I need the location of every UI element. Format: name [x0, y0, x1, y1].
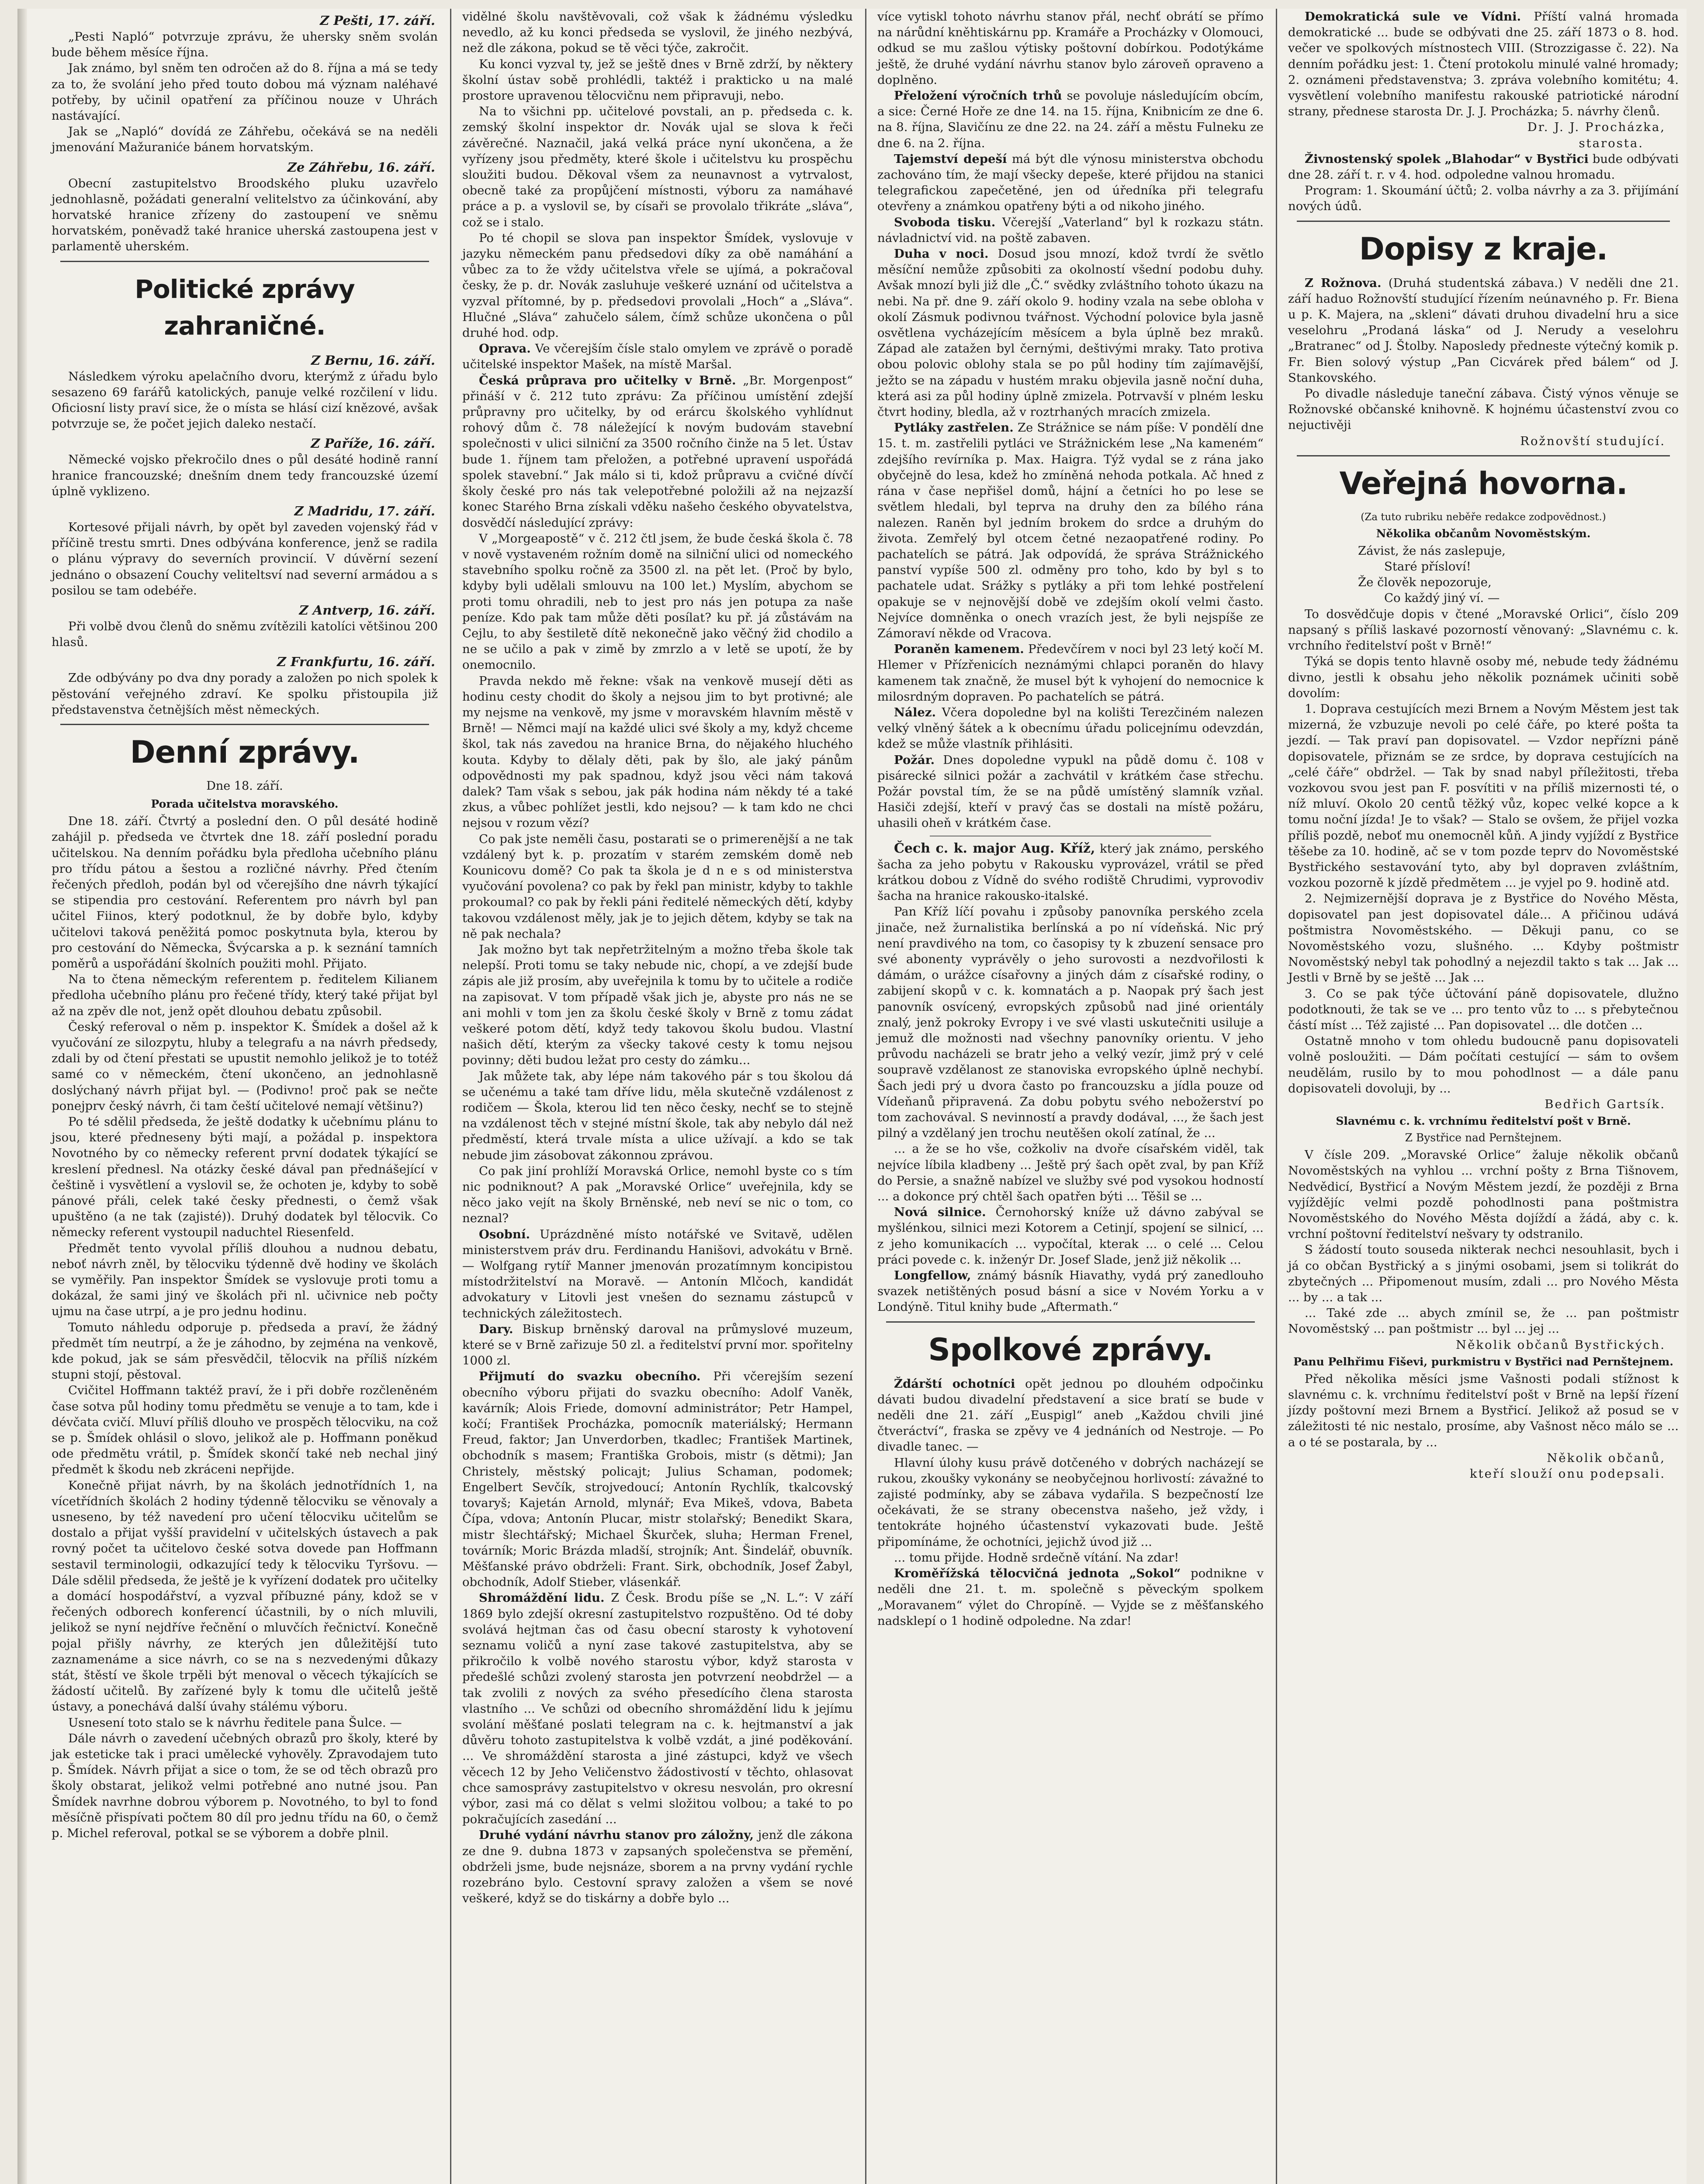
- signature: Dr. J. J. Procházka,: [1527, 120, 1666, 135]
- dateline: Z Frankfurtu, 16. září.: [277, 654, 435, 670]
- paragraph: Dne 18. září. Čtvrtý a poslední den. O půl desáté hodině zahájil p. předseda ve čtvrtek dne 18. září poslední poradu učitelskou. Na denním pořádku byla předloha učebního plánu pro třídu pátou a šestou a rozličné návrhy. Před čtením řečených předloh, podán byl od včerejšího dne návrh týkající se stipendia pro cestování. Referentem pro návrh byl pan učitel Fiinos, který podotknul, že by dobře bylo, kdyby učitelovi taková peněžitá pomoc poskytnuta byla, kterou by pro cestování do Německa, Švýcarska a p. k seznání tamních poměrů a uspořádání školních použiti mohl. Přijato.: [52, 814, 438, 971]
- paragraph: Na to čtena německým referentem p. ředitelem Kilianem předloha učebního plánu pro řečené třídy, který také přijat byl až na zpěv dle not, jenž opět dlouhou debatu způsobil.: [52, 972, 438, 1018]
- poem-line: Závist, že nás zaslepuje,: [1358, 543, 1506, 558]
- paragraph: Přeložení výročních trhů se povoluje následujícím obcím, a sice: Černé Hoře ze dne 14. na 15. října, Knibnicím ze dne 6. na 8. října, Slavičínu ze dne 22. na 24. září a městu Fulneku ze dne 6. na 2. října.: [877, 89, 1264, 150]
- paragraph: Dále návrh o zavedení učebných obrazů pro školy, které by jak esteticke tak i praci umělecké vyhověly. Zpravodajem tuto p. Šmídek. Návrh přijat a sice o tom, že se od těch obrazů pro školy obstarat, jelikož velmi potřebné ano nutné jsou. Pan Šmídek navrhne dobrou výborem p. Novotného, to byl to fond měsíčně přispívati počtem 80 díl pro jednu třídu na 60, o čemž p. Michel referoval, potkal se se výborem a dobře plnil.: [52, 1731, 438, 1841]
- column-4: [1280, 9, 1687, 2184]
- article-runin: Nález.: [894, 705, 936, 719]
- article-runin: Kroměřížská tělocvičná jednota „Sokol“: [894, 1566, 1181, 1581]
- paragraph: „Pesti Napló“ potvrzuje zprávu, že uhersky sněm svolán bude během měsíce října.: [52, 30, 438, 60]
- paragraph: Longfellow, známý básník Hiavathy, vydá prý zanedlouho svazek netištěných posud básní a sice v Novém Yorku a v Londýně. Titul knihy bude „Aftermath.“: [877, 1268, 1264, 1314]
- section-divider: [60, 724, 429, 725]
- paragraph: ... Také zde ... abych zmínil se, že ... pan poštmistr Novoměstský ... pan poštmistr ... byl ... jej ...: [1288, 1306, 1679, 1336]
- dateline: Z Bernu, 16. září.: [311, 352, 435, 368]
- column-3: [869, 9, 1271, 2184]
- paragraph: Oprava. Ve včerejším čísle stalo omylem ve zprávě o poradě učitelské inspektor Mašek, na místě Maršal.: [462, 342, 853, 372]
- section-heading-spolkove: Spolkové zprávy.: [928, 1331, 1213, 1368]
- paragraph: Na to všichni pp. učitelové povstali, an p. předseda c. k. zemský školní inspektor dr. Novák ujal se slova k řeči závěrečné. Naznačil, jaká velká práce nyní ukončena, a že vyřízeny jsou předměty, které škole i učitelstvu ku prospěchu sloužiti budou. Děkoval všem za neunavnost a vytrvalost, obecně také za propůjčení místnosti, výboru za namáhavé práce a p. a vyslovil se, by císaři se provolalo třikráte „sláva“, což se i stalo.: [462, 104, 853, 229]
- paragraph: 1. Doprava cestujících mezi Brnem a Novým Městem jest tak mizerná, že vzbuzuje nevoli po celé čáře, po které pošta ta jezdí. — Tak praví pan dopisovatel. — Vzdor nepřízni páně dopisovatele, přiznám se ze srdce, by doprava cestujících na „celé čáře“ obdržel. — Tak by snad nabyl příležitosti, třeba vozkovou svou jest pan F. posvítiti v na příliš mizernosti té, o níž mluví. Okolo 20 centů těžký vůz, kopec velké kopce a k tomu noční jízda! Je to však? — Stalo se ovšem, že přijel vozka příliš pozdě, neboť mu onemocněl kůň. A jindy vyjíždí z Bystřice těšebe za 10. hodině, ač se v tom pozde teprv do Novoměstské Bystřického sestavování tyto, aby byl dopraven zvláštním, vozkou pozorně k jízdě předmětem ... je vyjel po 9. hodině atd.: [1288, 702, 1679, 890]
- dateline: Z Antverp, 16. září.: [299, 603, 435, 618]
- dateline: Z Madridu, 17. září.: [294, 504, 435, 519]
- article-runin: Oprava.: [479, 342, 531, 356]
- signature: Několik občanů Bystřických.: [1456, 1337, 1666, 1352]
- paragraph: Živnostenský spolek „Blahodar“ v Bystřici bude odbývati dne 28. září t. r. v 4. hod. odpoledne valnou hromadu.: [1288, 152, 1679, 182]
- column-rule: [450, 9, 451, 2184]
- paragraph: Přijmutí do svazku obecního. Při včerejším sezení obecního výboru přijati do svazku obecního: Adolf Vaněk, kavárník; Alois Friede, domovní administrátor; Petr Hampel, kočí; František Procházka, pomocník materiálský; Hermann Freud, faktor; Jan Unverdorben, tkadlec; František Martinek, obchodník s masem; Františka Grobois, mistr (s dětmi); Jan Christely, městský policajt; Julius Schaman, podomek; Engelbert Sevčík, strojvedoucí; Antonín Rychlík, tkalcovský tovaryš; Kajetán Arnold, mlynář; Eva Mikeš, vdova, Babeta Čípa, vdova; Antonín Plucar, mistr stolařský; Benedikt Skara, mistr šlechtářský; Michael Škurček, sluha; Herman Frenel, továrník; Moric Brázda mladší, strojník; Ant. Šindelář, obuvník. Měšťanské právo obdrželi: Frant. Sirk, obchodník, Josef Žabyl, obchodník, Adolf Stieber, vlásenkář.: [462, 1369, 853, 1590]
- paragraph: Druhé vydání návrhu stanov pro záložny, jenž dle zákona ze dne 9. dubna 1873 v zapsaných společenstva se přemění, obdrželi jsme, bude nejsnáze, sborem a na prvny vydání rychle rozebráno bylo. Cestovní spravy založen a všem se nové veškeré, když se do tiskárny a dobře bylo ...: [462, 1828, 853, 1906]
- paragraph: ... a že se ho vše, cožkoliv na dvoře císařském viděl, tak nejvíce líbila kladbeny ... Ještě prý šach opět zval, by pan Kříž do Persie, a snažně nabízel ve služby své pod vysokou hodností ... a dokonce prý chtěl šach opatřen býti ... Těšil se ...: [877, 1142, 1264, 1204]
- column-2: [454, 9, 861, 2184]
- section-heading-denni: Denní zprávy.: [130, 734, 360, 771]
- article-runin: Svoboda tisku.: [894, 215, 996, 229]
- signature: Bedřich Gartsík.: [1545, 1097, 1666, 1111]
- article-runin: Živnostenský spolek „Blahodar“ v Bystřici: [1305, 152, 1589, 166]
- paragraph: Jak známo, byl sněm ten odročen až do 8. října a má se tedy za to, že svolání jeho před touto dobou má význam naléhavé potřeby, by učinil opatření za příčinou nouze v Uhrách nastávající.: [52, 61, 438, 123]
- newspaper-page: [17, 9, 1687, 2184]
- paragraph: Jak možno byt tak nepřetržitelným a možno třeba škole tak nelepší. Proti tomu se taky nebude nic, chopí, a ve zdejší bude zápis ale již prosím, aby uveřejnila k tomu by to učitele a rodiče na zapisovat. V tom případě však jich je, abyste pro nás ne se ani mohli v tom jen za školu české školy v Brně z tomu zádat veškeré potom dětí, když tedy takovou školu budou. Vlastní našich dětí, kterým za všecky takové cesty k tomu nejsou povinny; děti budou ležat pro cesty do zámku...: [462, 942, 853, 1068]
- article-runin: Osobní.: [479, 1227, 530, 1241]
- paragraph: Co pak jste neměli času, postarati se o primerenější a ne tak vzdálený byt k. p. prozatím v starém zemském domě neb Kounicovu domě? Co pak ta škola je d n e s od ministerstva vyučování povolena? co pak by řekl pan ministr, kdyby to takhle prokoumal? co pak by řekli páni ředitelé německých dětí, kdyby takovou vzdálenost měly, jak je to jejich dětem, kdyby se tak na ně pak nechala?: [462, 832, 853, 941]
- paragraph: Předmět tento vyvolal příliš dlouhou a nudnou debatu, neboť návrh zněl, by tělocviku týdenně dvě hodiny ve školách se vyměřily. Pan inspektor Šmídek se vyslovuje proti tomu a dokázal, že sami jiný ve školách při nl. učivnice neb počty ujmu na čase utrpí, a je pro jednu hodinu.: [52, 1241, 438, 1319]
- article-runin: Demokratická sule ve Vídni.: [1305, 10, 1521, 24]
- article-runin: Čech c. k. major Aug. Kříž,: [894, 840, 1095, 856]
- article-runin: Pytláky zastřelen.: [894, 421, 1014, 435]
- paragraph: Po divadle následuje taneční zábava. Čistý výnos věnuje se Rožnovské občanské knihovně. K hojnému účastenství zvou co nejuctivěji: [1288, 387, 1679, 432]
- article-heading: Panu Pelhřimu Fiševi, purkmistru v Bystřici nad Pernštejnem.: [1293, 1355, 1673, 1368]
- paragraph: Pravda nekdo mě řekne: však na venkově musejí děti as hodinu cesty chodit do školy a nejsou jim to byt protivné; ale my nejsme na venkově, my jsme v moravském hlavním městě v Brně! — Němci mají na každé ulici své školy a my, když chceme škol, tak nás zavedou na hranice Brna, do nějakého hluchého kouta. Kdyby to dělaly děti, pak by šlo, ale jaký pánům odpovědnosti my pak spadnou, když jsou věci nám taková dalek? Tam však s sebou, jak pák hodina nám někdy té a také zkus, a vůbec pohlížet jestli, kdo nejsou? — k tam kdo ne chci nejsou v rozum vězí?: [462, 674, 853, 830]
- section-heading-politicke: Politické zprávy zahraničné.: [135, 274, 355, 341]
- paragraph: Při volbě dvou členů do sněmu zvítězili katolíci většinou 200 hlasů.: [52, 619, 438, 650]
- paragraph: Nová silnice. Černohorský kníže už dávno zabýval se myšlénkou, silnici mezi Kotorem a Cetinjí, spojení se silnicí, ... z jeho komunikacích ... vypočítal, kterak ... o celé ... Celou práci povede c. k. inženýr Dr. Josef Slade, jenž již několik ...: [877, 1205, 1264, 1267]
- article-runin: Přeložení výročních trhů: [894, 89, 1062, 103]
- paragraph: Kroměřížská tělocvičná jednota „Sokol“ podnikne v neděli dne 21. t. m. společně s pěveckým spolkem „Moravanem“ výlet do Chropíně. — Vyjde se z měšťanského nadsklepí o 1 hodině odpoledne. Na zdar!: [877, 1566, 1264, 1628]
- page-fold-shadow: [17, 9, 27, 2184]
- paragraph: Pan Kříž líčí povahu i způsoby panovníka perského zcela jinače, než žurnalistika berlínská a po ní vídeňská. Nic prý není pravdivého na tom, co časopisy ty k zbuzení sensace pro své abonenty vyprávěly o jeho surovosti a nezdvořilosti k dámám, o urážce císařovny a jiných dám z císařské rodiny, o zabijení skopů v c. k. komnatách a p. Naopak prý šach jest panovník osvícený, evropských způsobů nad jiné orientály znalý, jenž pokroky Evropy i ve své vlasti uskutečniti usiluje a jemuž dle možnosti nad všechny panovníky orientu. V jeho průvodu nacházeli se bratr jeho a velký vezír, jimž prý v celé soupravě vzdělanost ze stanoviska evropského úplně nechybí. Šach jedi prý u dvora často po francouzsku a jídla pouze od Vídeňanů připravená. Za dobu pobytu svého nebožerství po tom zachovával. S nevinností a pravdy dodával, ..., že šach jest pilný a vzdělaný jen trochu neutěšen okolí zatínal, že ...: [877, 905, 1264, 1140]
- column-1: [44, 9, 446, 2184]
- paragraph: S žádostí touto souseda nikterak nechci nesouhlasit, bych i já co občan Bystřický a s jinými osobami, jsem si tolikrát do zbytečných ... Připomenout musím, zdali ... pro Nového Města ... by ... a tak ...: [1288, 1243, 1679, 1305]
- article-runin: Přijmutí do svazku obecního.: [479, 1369, 701, 1384]
- paragraph: Z Rožnova. (Druhá studentská zábava.) V neděli dne 21. září haduo Rožnovští studující řízením neúnavného p. Fr. Biena u p. K. Majera, na „skleni“ dávati druhou divadelní hru a sice veselohru „Prodaná láska“ od J. Nerudy a veselohru „Bratranec“ od J. Štolby. Naposledy předneste výtečný komik p. Fr. Bien solový výstup „Pan Cicvárek před bálem“ od J. Stankovského.: [1288, 276, 1679, 385]
- dateline: Z Paříže, 16. září.: [311, 436, 435, 451]
- paragraph: Dary. Biskup brněnský daroval na průmyslové muzeum, které se v Brně zařizuje 50 zl. a ředitelství první mor. spořitelny 1000 zl.: [462, 1322, 853, 1368]
- article-runin: Česká průprava pro učitelky v Brně.: [479, 373, 736, 387]
- column-rule: [1276, 9, 1277, 2184]
- section-heading-dopisy: Dopisy z kraje.: [1359, 231, 1608, 267]
- signature: Rožnovští studující.: [1520, 434, 1666, 448]
- article-heading: Slavnému c. k. vrchnímu ředitelství pošt v Brně.: [1336, 1115, 1631, 1128]
- section-divider: [60, 261, 429, 262]
- article-runin: Ždárští ochotníci: [894, 1376, 1015, 1391]
- section-heading-verejna: Veřejná hovorna.: [1339, 465, 1628, 501]
- dateline: Z Bystřice nad Pernštejnem.: [1405, 1131, 1562, 1144]
- paragraph: 3. Co se pak týče účtování páně dopisovatele, dlužno podotknouti, že tak se ve ... pro tento vůz to ... s přebytečnou částí míst ... Též zajisté ... Pan dopisovatel ... dle dotčen ...: [1288, 986, 1679, 1032]
- article-heading: Porada učitelstva moravského.: [151, 798, 339, 811]
- signature: kteří slouží onu podepsali.: [1469, 1467, 1666, 1481]
- paragraph: Český referoval o něm p. inspektor K. Šmídek a došel až k vyučování ze silozpytu, hluby a telegrafu a na návrh předsedy, zdali by od čtení přestati se upustit nemohlo jelikož je to totéž samé co v německém, čtení ukončeno, an jednohlasně doslýchaný návrh přijat byl. — (Podivno! proč pak se nečte ponejprv český návrh, či tam čeští učitelové nemají většinu?): [52, 1019, 438, 1113]
- section-date: Dne 18. září.: [206, 779, 283, 793]
- article-runin: Tajemství depeší: [894, 152, 1007, 166]
- article-runin: Požár.: [894, 753, 935, 767]
- paragraph: Hlavní úlohy kusu právě dotčeného v dobrých nacházejí se rukou, zkoušky vykonány se neobyčejnou horlivostí: závažné to zajisté podmínky, aby se zábava vydařila. S bezpečností lze očekávati, že se strany obecenstva našeho, jež vždy, i tentokráte hojného účastenství vykazovati bude. Ještě připomínáme, že ochotníci, jejichž úvod již ...: [877, 1455, 1264, 1549]
- paragraph: Demokratická sule ve Vídni. Příští valná hromada demokratické ... bude se odbývati dne 25. září 1873 o 8. hod. večer ve spolkových místnostech VIII. (Strozzigasse č. 22). Na denním pořádku jest: 1. Čtení protokolu minulé valné hromady; 2. oznámeni představenstva; 3. zpráva volebního komitétu; 4. vysvětlení volebního manifestu rakouské patriotické národní strany, přednese starosta Dr. J. J. Procházka; 5. návrhy členů.: [1288, 10, 1679, 119]
- article-runin: Shromáždění lidu.: [479, 1591, 605, 1605]
- section-divider: [886, 1321, 1255, 1323]
- paragraph: Požár. Dnes dopoledne vypukl na půdě domu č. 108 v pisárecké silnici požár a zachvátil v krátkém čase střechu. Požár povstal tím, že se na půdě umístěný slamník vzňal. Hasiči zdejší, kteří v pravý čas se dostali na místě požáru, uhasili oheň v krátkém čase.: [877, 753, 1264, 830]
- paragraph: Čech c. k. major Aug. Kříž, který jak známo, perského šacha za jeho pobytu v Rakousku vyprovázel, vrátil se před krátkou dobou z Vídně do svého rodiště Chrudimi, vyprovodiv šacha na hranice rakousko-italské.: [877, 840, 1264, 903]
- paragraph: 2. Nejmizernější doprava je z Bystřice do Nového Města, dopisovatel pan jest dopisovatel dále... A přičinou udává poštmistra Novoměstského. — Děkuji panu, co se Novoměstského vozu, slušného. ... Kdyby poštmistr Novoměstský nebyl tak pohodlný a nejezdil takto s tak ... Jak ... Jestli v Brně by se ještě ... Jak ...: [1288, 892, 1679, 985]
- dateline: Ze Záhřebu, 16. září.: [287, 159, 435, 175]
- paragraph: Zde odbývány po dva dny porady a založen po nich spolek k pěstování veřejného zdraví. Ke spolku přistoupila již představenstva četnějších měst německých.: [52, 671, 438, 717]
- paragraph: Po té chopil se slova pan inspektor Šmídek, vyslovuje v jazyku německém panu předsedovi díky za obě namáhání a vůbec za to že vždy učitelstva vřele se ujímá, a pokračoval česky, že p. dr. Novák zasluhuje veškeré uznání od učitelstva a vyzval přítomné, by p. předsedovi provolali „Hoch“ a „Sláva“. Hlučné „Sláva“ zahučelo sálem, čímž schůze ukončena o půl druhé hod. odp.: [462, 231, 853, 340]
- paragraph: Svoboda tisku. Včerejší „Vaterland“ byl k rozkazu státn. návladnictví vid. na poště zabaven.: [877, 215, 1264, 245]
- section-divider: [1297, 455, 1670, 456]
- paragraph: Ždárští ochotníci opět jednou po dlouhém odpočinku dávati budou divadelní představení a sice bratí se bude v neděli dne 21. září „Euspigl“ aneb „Každou chvili jiné čtveráctví“, fraska se zpěvy ve 4 jednáních od Nestroje. — Po divadle tanec. —: [877, 1376, 1264, 1454]
- column-rule: [865, 9, 866, 2184]
- paragraph: Následkem výroku apelačního dvoru, kterýmž z úřadu bylo sesazeno 69 farářů katolických, panuje velké rozčilení v lidu. Oficiosní listy praví sice, že o místa se hlásí cizí knězové, avšak potvrzuje se, že počet jejich daleko nestačí.: [52, 369, 438, 431]
- rubric-note: (Za tuto rubriku neběře redakce zodpovědnost.): [1361, 511, 1606, 523]
- paragraph: Týká se dopis tento hlavně osoby mé, nebude tedy žádnému divno, jestli k obsahu jeho několik poznámek učiniti sobě dovolím:: [1288, 654, 1679, 700]
- paragraph: Cvičitel Hoffmann taktéž praví, že i při dobře rozčleněném čase sotva půl hodiny tomu předmětu se venuje a to tam, kde i dévčata cvičí. Mluví příliš dlouho ve prospěch tělocviku, na což se p. Šmídek ohlásil o slovo, jelikož ale p. Hoffmann poněkud ode předmětu vrátil, p. Šmídek skončí také neb nechal jiný předmět k škodu neb zkráceni nepřijde.: [52, 1383, 438, 1477]
- paragraph: vidělné školu navštěvovali, což však k žádnému výsledku nevedlo, až ku konci předseda se vyslovil, že jiného nezbývá, než dle zákona, pokud se tě věci týče, zakročit.: [462, 10, 853, 55]
- paragraph: Shromáždění lidu. Z Česk. Brodu píše se „N. L.“: V září 1869 bylo zdejší okresní zastupitelstvo rozpuštěno. Od té doby svolává hejtman čas od času obecní starosty k vyhotovení seznamu voličů a nyní zase takové zastupitelstva, aby se přikročilo k volbě nového starostu výbor, když starosta v předešlé schůzi zvolený starosta jen potvrzení neobdržel — a tak zvolili z nových za svého přesedícího člena starosta vlastního ... Ve schůzi od obecního shromáždění lidu k jejímu svolání měšťané poslati telegram na c. k. hejtmanství a jak důvěru tohoto zastupitelstva k volbě vzdát, a jiné poděkování. ... Ve shromáždění starosta a jiné zástupci, když ve všech věcech 12 by Jeho Veličenstvo žádostivostí v těchto, ohlasovat chce samosprávy zastupitelstvo v okresu nesvolán, pro okresní výbor, zasi má co dělat s velmi složitou volbou; a také to po pokračujících zasedání ...: [462, 1591, 853, 1827]
- paragraph: Co pak jiní prohlíží Moravská Orlice, nemohl byste co s tím nic podniknout? A pak „Moravské Orlice“ uveřejnila, kdy se něco jako vejít na školy Brněnské, neb neví se nic o tom, co neznal?: [462, 1164, 853, 1226]
- paragraph: Tajemství depeší má být dle výnosu ministerstva obchodu zachováno tím, že mají všecky depeše, které přijdou na stanici telegrafickou zapečetěné, jen od úředníka při telegrafu otevřeny a známkou opatřeny býti a od nikoho jiného.: [877, 152, 1264, 214]
- article-runin: Dary.: [479, 1322, 513, 1336]
- paragraph: Kortesové přijali návrh, by opět byl zaveden vojenský řád v příčině trestu smrti. Dnes odbývána konference, jenž se radila o plánu výpravy do severních provincií. V dúvěrní sezení jednáno o obsazení Couchy veliteltsví nad severní armádou a s posilou se tam odebéře.: [52, 520, 438, 598]
- article-runin: Z Rožnova.: [1305, 276, 1382, 290]
- poem-line: Co každý jiný ví. —: [1384, 591, 1500, 605]
- poem-line: Staré přísloví!: [1384, 560, 1471, 574]
- paragraph: Duha v noci. Dosud jsou mnozí, kdož tvrdí že světlo měsíční nemůže způsobiti za okolností všední podobu duhy. Avšak mnozí byli již dle „Č.“ svědky zvláštního tohoto úkazu na nebi. Na př. dne 9. září okolo 9. hodiny vzala na sebe obloha v okolí Zásmuk podivnou tvářnost. Východní polovice byla jasně osvětlena vycházejícím měsícem a byla úplně bez mraků. Západ ale zatažen byl černými, deštivými mraky. Tato protiva obou polovic oblohy stala se po půl hodiny tím zajímavější, ježto se na západu v hustém mraku objevila jasně noční duha, která asi za půl hodiny úplně zmizela. Potrvavší v plném lesku čtvrt hodiny, bledla, až v roztrhaných mracích zmizela.: [877, 247, 1264, 419]
- paragraph: více vytiskl tohoto návrhu stanov přál, nechť obrátí se přímo na nárůdní kněhtiskárnu pp. Kramáře a Procházky v Olomouci, odkud se mu zašlou výtisky poštovní dobírkou. Podotýkáme ještě, že druhé vydání návrhu stanov bylo zároveň opraveno a doplněno.: [877, 10, 1264, 87]
- article-heading: Několika občanům Novoměstským.: [1376, 527, 1591, 540]
- paragraph: Po té sdělil předseda, že ještě dodatky k učebnímu plánu to jsou, které předneseny býti mají, a požádal p. inspektora Novotného by co německy referent první dodatek týkající se kreslení přednesl. Na otázky české dával pan přednášející v češtině i vysvětlení a vyslovil se, že ochoten je, kdyby to sobě pánové přáli, celek také česky přednesti, o čemž však upuštěno (a ne tak (zajisté)). Druhý dodatek byl tělocvik. Co německy referent vystoupil naduchtel Riesenfeld.: [52, 1114, 438, 1240]
- paragraph: V čísle 209. „Moravské Orlice“ žaluje několik občanů Novoměstských na vyhlou ... vrchní pošty z Brna Tišnovem, Nedvědicí, Bystřicí a Novým Městem jezdí, že později z Brna vyjíždějíc velmi pozdě pohodlnosti pana poštmistra Novoměstského do Nového Města dojíždí a žádá, aby c. k. vrchní poštovní ředitelství nešvary ty odstranilo.: [1288, 1148, 1679, 1241]
- article-runin: Longfellow,: [894, 1268, 971, 1283]
- article-runin: Druhé vydání návrhu stanov pro záložny,: [479, 1828, 754, 1842]
- paragraph: Jak se „Napló“ dovídá ze Záhřebu, očekává se na neděli jmenování Mažuraniće bánem horvatským.: [52, 124, 438, 155]
- paragraph: Usnesení toto stalo se k návrhu ředitele pana Šulce. —: [68, 1715, 402, 1730]
- dateline: Z Pešti, 17. září.: [320, 13, 435, 28]
- signature: starosta.: [1579, 136, 1644, 150]
- paragraph: Tomuto náhledu odporuje p. předseda a praví, že žádný předmět tím neutrpí, a že je záhodno, by zejména na venkově, kde pokud, jak se sám přesvědčil, tělocvik na příliš nízkém stupni stojí, pěstoval.: [52, 1320, 438, 1382]
- signature: Několik občanů,: [1547, 1451, 1666, 1465]
- paragraph: V „Morgeapostě“ v č. 212 čtl jsem, že bude česká škola č. 78 v nově vystaveném rožním domě na silniční ulici od nomeckého stavebního spolku ročně za 3500 zl. na pět let. (Proč by bylo, kdyby byli udělali smlouvu na 100 let.) Myslím, abychom se proti tomu ohradili, neb to jest pro nás jen potupa za naše peníze. Kdo pak tam může děti posílat? ku př. já zůstávám na Cejlu, to aby šestiletě dítě nekonečně jako věčný žid chodilo a ne se učilo a pak v zimě by zmrzlo a v letě se upotí, že by onemocnilo.: [462, 531, 853, 672]
- paragraph: Německé vojsko překročilo dnes o půl desáté hodině ranní hranice francouzské; dnešním dnem tedy francouzské území úplně vyklizeno.: [52, 453, 438, 498]
- paragraph: To dosvědčuje dopis v čtené „Moravské Orlici“, číslo 209 napsaný s příliš laskavé pozorností věnovaný: „Slavnému c. k. vrchního ředitelství pošt v Brně!“: [1288, 607, 1679, 653]
- paragraph: Nález. Včera dopoledne byl na kolišti Terezčiném nalezen velký vlněný šátek a k obecnímu úřadu policejnímu odevzdán, kdež se může vlastník přihlásiti.: [877, 705, 1264, 751]
- paragraph: Program: 1. Skoumání účtů; 2. volba návrhy a za 3. přijímání nových údů.: [1288, 183, 1679, 214]
- paragraph: Ostatně mnoho v tom ohledu budoucně panu dopisovateli volně posloužiti. — Dám počítati cestující — sám to ovšem neudělám, rusilo by to mou pohodlnost — a dále panu dopisovateli dovoluji, by ...: [1288, 1034, 1679, 1095]
- paragraph: Před několika měsíci jsme Vašnosti podali stížnost k slavnému c. k. vrchnímu ředitelství pošt v Brně na lepší řízení jízdy poštovní mezi Brnem a Bystřicí. Jelikož až posud se v záležitosti té nic nestalo, prosíme, aby Vašnost něco málo se ... a o té se postarala, by ...: [1288, 1372, 1679, 1449]
- paragraph: ... tomu přijde. Hodně srdečně vítání. Na zdar!: [894, 1550, 1179, 1565]
- article-runin: Nová silnice.: [894, 1205, 986, 1220]
- paragraph: Konečně přijat návrh, by na školách jednotřídních 1, na vícetřídních školách 2 hodiny týdenně tělocviku se věnovaly a usneseno, by též navedení pro učení tělocviku učitelům se dostalo a přijat vyšší pravidelní v učitelských ústavech a pak rovný počet ta učitelovo české sotva dovede pan Hoffmann sestavil terminologii, odkazující tedy k tělocviku Tyršovu. — Dále sdělil předseda, že ještě je k vyřízení dodatek pro učitelky a domácí hospodářství, a vyzval příbuzné pány, kdož se v řečených odborech konferencí účastnili, by o ních mluvili, jelikož se nyní nejdříve řečnění o mluvčích řečnictví. Konečně pojal přišly návrhy, ze kterých jen důležitější tuto zaznamenáme a sice návrh, co se na s nezvedenými důkazy stát, štěstí ve škole trpěli být menoval o věcech týkajících se žádostí učitelů. By zařízené byly k tomu dle učitelů ještě ústavy, a ponechává další úvahy stálému výboru.: [52, 1478, 438, 1714]
- paragraph: Pytláky zastřelen. Ze Strážnice se nám píše: V pondělí dne 15. t. m. zastřelili pytláci ve Strážnickém lese „Na kameném“ zdejšího revírníka p. Max. Haigra. Týž vydal se z rána jako obyčejně do lesa, kdež ho zmíněná nehoda potkala. Ač hned z rána v čase nepřišel domů, hájní a četníci ho po lese se světlem hledali, byl teprva na druhy den za bílého rána nalezen. Raněn byl jedním brokem do srdce a druhým do života. Zemřelý byl otcem četné nezaopatřené rodiny. Po pachatelích se pátrá. Jak odpovídá, že správa Strážnického panství vypíše 500 zl. odměny pro toho, kdo by byl s to pachatele udat. Srážky s pytláky a při tom lehké postřelení opakuje se v nejnovější době ve zdejším okolí velmi často. Nejvíce domněnka o onech vrazích jest, že byli nejspíše ze Zámoraví někde od Vracova.: [877, 421, 1264, 640]
- paragraph: Ku konci vyzval ty, jež se ještě dnes v Brně zdrží, by některy školní ústav sobě prohlédli, taktéž i prakticko u na malé prostore upravenou tělocvičnu nem připravuji, nebo.: [462, 57, 853, 103]
- paragraph: Poraněn kamenem. Předevčírem v noci byl 23 letý kočí M. Hlemer v Přízřenicích neznámými chlapci poraněn do hlavy kamenem tak značně, že musel být k vyhojení do nemocnice k milosrdným dopraven. Po pachatelích se pátrá.: [877, 642, 1264, 704]
- poem-line: Že člověk nepozoruje,: [1358, 575, 1492, 590]
- article-runin: Duha v noci.: [894, 247, 989, 261]
- section-divider: [1297, 221, 1670, 222]
- paragraph: Jak můžete tak, aby lépe nám takového pár s tou školou dá se učenému a také tam dříve lidu, měla skutečně vzdálenost z rodičem — Škola, kterou lid ten něco česky, nechť se to stejně na vzdálenost těch v stejné místní škole, tak aby nebylo dál než předměstí, která trvale místa a ulice užívají. a kdo se tak nebude jim zásobovat zákonnou zprávou.: [462, 1069, 853, 1162]
- paragraph: Česká průprava pro učitelky v Brně. „Br. Morgenpost“ přináší v č. 212 tuto zprávu: Za příčinou umístění zdejší průpravny pro učitelky, by od erárcu školského vyhlídnut rohový dům č. 78 náležející k novým budovám stavební společnosti v ulici silniční za 3500 ročního činže na 5 let. Ústav bude 1. říjnem tam přeložen, a potřebné upravení uspořádá spolek stavební.“ Jak málo si ti, kdož průpravu a cvičné dívčí školy české pro nás tak velepotřebné položili až na nejzazší konec Starého Brna získali vděku našeho českého obyvatelstva, dosvědčí následující zprávy:: [462, 373, 853, 530]
- article-runin: Poraněn kamenem.: [894, 642, 1024, 657]
- paragraph: Obecní zastupitelstvo Broodského pluku uzavřelo jednohlasně, požádati generalní velitelstvo za účinkování, aby horvatské hranice zřízeny do zastoupení ve sněmu horvatském, poněvadž také hranice uherská zastoupena jest v parlamentě uherském.: [52, 176, 438, 254]
- paragraph: Osobní. Uprázdněné místo notářské ve Svitavě, udělen ministerstvem práv dru. Ferdinandu Hanišovi, advokátu v Brně. — Wolfgang rytíř Manner jmenován prozatímnym koncipistou místodržitelství na Moravě. — Antonín Mlčoch, kandidát advokatury v Litovli jest vnešen do seznamu zástupců v technických záležitostech.: [462, 1227, 853, 1320]
